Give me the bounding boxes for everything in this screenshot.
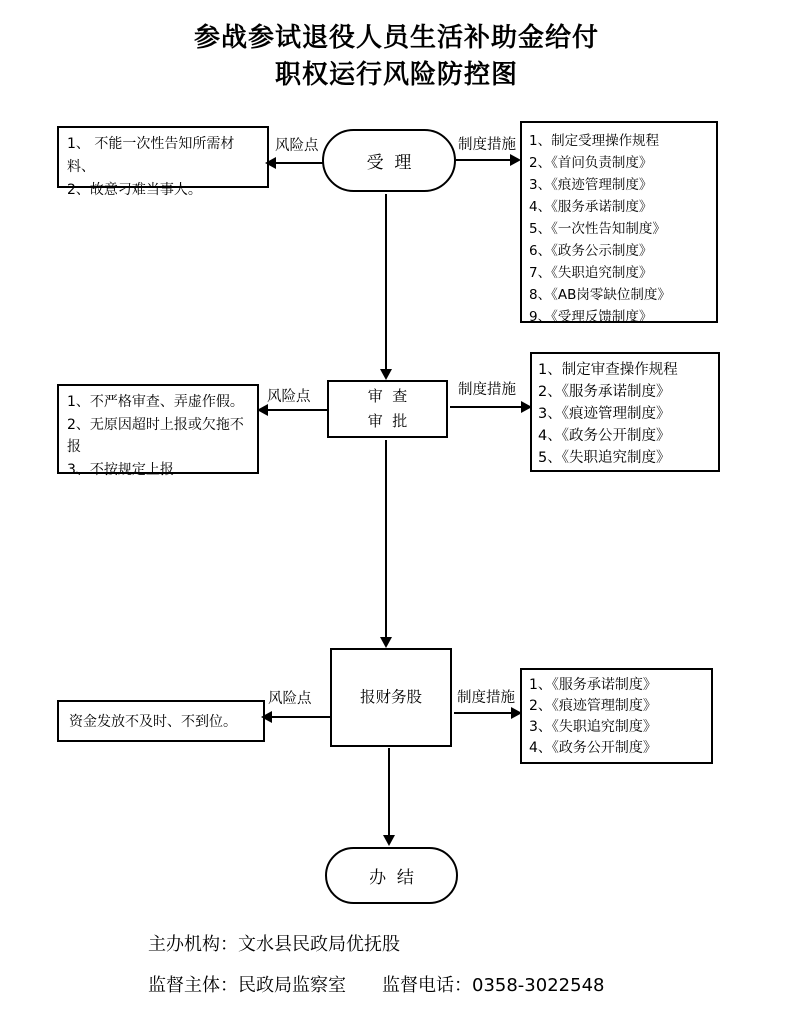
arrow-down-finance-complete-icon bbox=[388, 748, 390, 836]
page-title-line1: 参战参试退役人员生活补助金给付 bbox=[193, 23, 599, 53]
list-item: 2、故意刁难当事人。 bbox=[67, 182, 202, 198]
footer-phone: 监督电话：0358-3022548 bbox=[382, 975, 605, 996]
measures-box-accept bbox=[520, 121, 718, 323]
list-item: 3、《失职追究制度》 bbox=[529, 719, 657, 735]
list-item: 2、《首问负责制度》 bbox=[529, 155, 653, 171]
list-item: 1、《服务承诺制度》 bbox=[529, 677, 657, 693]
list-item: 4、《服务承诺制度》 bbox=[529, 199, 653, 215]
measures-label-finance: 制度措施 bbox=[457, 690, 515, 706]
list-item: 3、《痕迹管理制度》 bbox=[529, 177, 653, 193]
arrow-left-review-icon bbox=[259, 409, 327, 411]
measures-box-review bbox=[530, 352, 720, 472]
list-item: 2、无原因超时上报或欠拖不报 bbox=[67, 416, 244, 455]
list-item: 1、制定受理操作规程 bbox=[529, 133, 660, 149]
measures-box-finance bbox=[520, 668, 713, 764]
measures-label-review: 制度措施 bbox=[458, 382, 516, 398]
list-item: 2、《痕迹管理制度》 bbox=[529, 698, 657, 714]
list-item: 5、《一次性告知制度》 bbox=[529, 221, 666, 237]
measures-label-accept: 制度措施 bbox=[458, 137, 516, 153]
list-item: 2、《服务承诺制度》 bbox=[538, 384, 671, 400]
list-item: 3、不按规定上报 bbox=[67, 461, 174, 478]
flow-node-complete: 办 结 bbox=[325, 847, 458, 904]
risk-box-finance-text: 资金发放不及时、不到位。 bbox=[69, 714, 237, 730]
page-title-line2: 职权运行风险防控图 bbox=[274, 60, 518, 90]
list-item: 7、《失职追究制度》 bbox=[529, 265, 653, 281]
flow-node-review-line1: 审 查 bbox=[367, 387, 408, 405]
footer-supervisor: 监督主体：民政局监察室 bbox=[148, 975, 346, 996]
list-item: 1、不严格审查、弄虚作假。 bbox=[67, 394, 244, 410]
page-title bbox=[0, 20, 793, 94]
risk-box-finance bbox=[57, 700, 265, 742]
list-item: 1、制定审查操作规程 bbox=[538, 362, 678, 378]
footer-supervision bbox=[148, 971, 604, 997]
arrow-right-finance-icon bbox=[454, 712, 520, 714]
list-item: 1、 不能一次性告知所需材料、 bbox=[67, 136, 235, 175]
arrow-right-review-icon bbox=[450, 406, 530, 408]
list-item: 6、《政务公示制度》 bbox=[529, 243, 653, 259]
arrow-down-review-finance-icon bbox=[385, 440, 387, 638]
arrow-left-accept-icon bbox=[267, 162, 323, 164]
list-item: 4、《政务公开制度》 bbox=[538, 428, 671, 444]
list-item: 5、《失职追究制度》 bbox=[538, 450, 671, 466]
risk-box-accept bbox=[57, 126, 269, 198]
risk-box-review bbox=[57, 384, 259, 478]
list-item: 4、《政务公开制度》 bbox=[529, 740, 657, 756]
risk-point-label-finance: 风险点 bbox=[268, 691, 312, 707]
arrow-left-finance-icon bbox=[263, 716, 330, 718]
flow-node-accept: 受 理 bbox=[322, 129, 456, 192]
list-item: 9、《受理反馈制度》 bbox=[529, 309, 653, 325]
list-item: 3、《痕迹管理制度》 bbox=[538, 406, 671, 422]
risk-point-label-review: 风险点 bbox=[267, 389, 311, 405]
arrow-down-accept-review-icon bbox=[385, 194, 387, 370]
footer-organizer: 主办机构：文水县民政局优抚股 bbox=[148, 934, 400, 955]
flow-node-review-line2: 审 批 bbox=[367, 412, 408, 430]
flow-node-review bbox=[327, 380, 448, 438]
arrow-right-accept-icon bbox=[456, 159, 519, 161]
flow-node-finance: 报财务股 bbox=[330, 648, 452, 747]
list-item: 8、《AB岗零缺位制度》 bbox=[529, 287, 671, 303]
risk-point-label-accept: 风险点 bbox=[275, 138, 319, 154]
